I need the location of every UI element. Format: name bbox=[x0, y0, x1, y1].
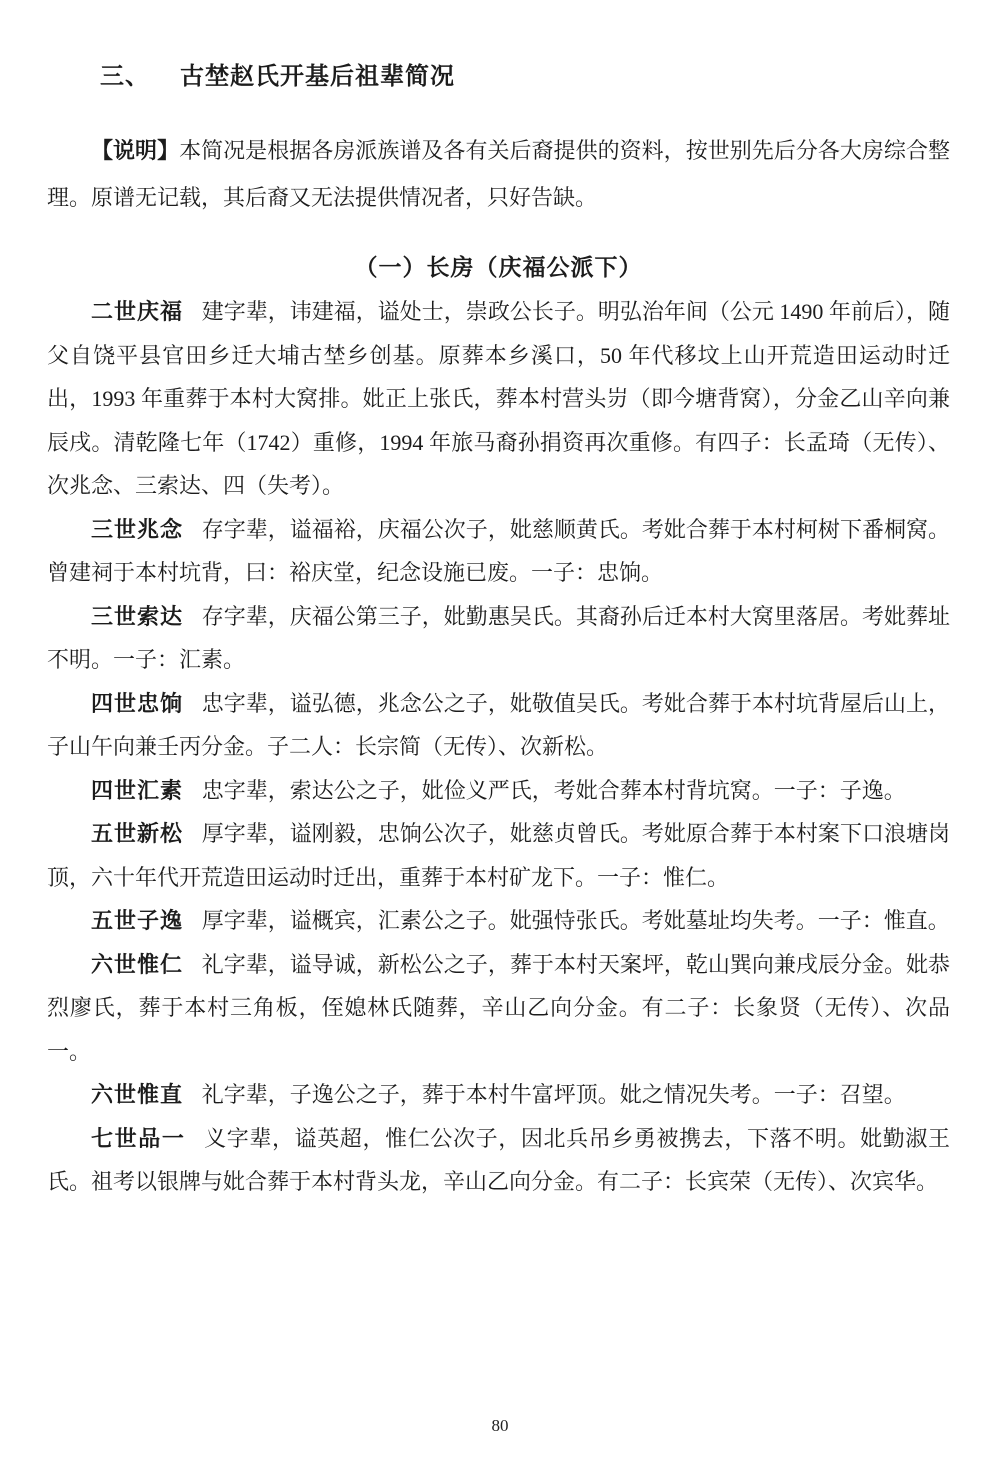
ancestor-name: 七世品一 bbox=[91, 1125, 186, 1151]
ancestor-name: 二世庆福 bbox=[91, 299, 184, 324]
section-heading: （一）长房（庆福公派下） bbox=[354, 255, 643, 280]
ancestor-name: 四世忠饷 bbox=[91, 690, 184, 716]
entry-text: 礼字辈，子逸公之子，葬于本村牛富坪顶。妣之情况失考。一子：召望。 bbox=[201, 1082, 906, 1107]
entry-text: 忠字辈，索达公之子，妣俭义严氏，考妣合葬本村背坑窝。一子：子逸。 bbox=[201, 777, 906, 803]
genealogy-entry bbox=[47, 595, 950, 682]
entry-text: 建字辈，讳建福，谥处士，崇政公长子。明弘治年间（公元 1490 年前后），随父自饶平县官田乡迁大埔古埜乡创基。原葬本乡溪口，50 年代移坟上山开荒造田运动时迁出，1993 年重葬于本村大窝排。妣正上张氏，葬本村营头岃（即今塘背窝），分金乙山辛向兼辰戌。清乾隆七年（1742）重修，1994 年旅马裔孙捐资再次重修。有四子：长孟琦（无传）、次兆念、三索达、四（失考）。 bbox=[47, 299, 950, 498]
ancestor-name: 四世汇素 bbox=[91, 777, 184, 803]
intro-paragraph bbox=[47, 127, 950, 221]
entry-text: 存字辈，庆福公第三子，妣勤惠吴氏。其裔孙后迁本村大窝里落居。考妣葬址不明。一子：汇素。 bbox=[47, 603, 950, 672]
ancestor-name: 六世惟仁 bbox=[91, 951, 184, 977]
genealogy-entry bbox=[47, 769, 950, 813]
genealogy-entry bbox=[47, 682, 950, 769]
page-title bbox=[100, 56, 950, 91]
title-text: 古埜赵氏开基后祖辈简况 bbox=[180, 64, 455, 90]
ancestor-name: 三世索达 bbox=[91, 603, 184, 629]
ancestor-name: 五世子逸 bbox=[91, 908, 184, 933]
title-number: 三、 bbox=[100, 64, 150, 90]
entry-text: 义字辈，谥英超，惟仁公次子，因北兵吊乡勇被携去，下落不明。妣勤淑王氏。祖考以银牌与妣合葬于本村背头龙，辛山乙向分金。有二子：长宾荣（无传）、次宾华。 bbox=[47, 1125, 950, 1194]
genealogy-entry bbox=[47, 1117, 950, 1204]
intro-label: 【说明】 bbox=[91, 138, 180, 163]
genealogy-entry bbox=[47, 508, 950, 595]
genealogy-entry bbox=[47, 290, 950, 508]
entry-text: 忠字辈，谥弘德，兆念公之子，妣敬值吴氏。考妣合葬于本村坑背屋后山上，子山午向兼壬丙分金。子二人：长宗简（无传）、次新松。 bbox=[47, 690, 950, 759]
genealogy-entry bbox=[47, 899, 950, 943]
genealogy-entry bbox=[47, 1073, 950, 1117]
genealogy-entry bbox=[47, 812, 950, 899]
ancestor-name: 六世惟直 bbox=[91, 1082, 184, 1107]
entry-text: 厚字辈，谥刚毅，忠饷公次子，妣慈贞曾氏。考妣原合葬于本村案下口浪塘岗顶，六十年代开荒造田运动时迁出，重葬于本村矿龙下。一子：惟仁。 bbox=[47, 821, 950, 890]
entries bbox=[47, 290, 950, 1204]
entry-text: 厚字辈，谥概宾，汇素公之子。妣强恃张氏。考妣墓址均失考。一子：惟直。 bbox=[201, 908, 950, 933]
page-number: 80 bbox=[491, 1416, 509, 1435]
genealogy-entry bbox=[47, 943, 950, 1074]
ancestor-name: 五世新松 bbox=[91, 821, 184, 846]
ancestor-name: 三世兆念 bbox=[91, 516, 184, 542]
entry-text: 存字辈，谥福裕，庆福公次子，妣慈顺黄氏。考妣合葬于本村柯树下番桐窝。曾建祠于本村坑背，曰：裕庆堂，纪念设施已废。一子：忠饷。 bbox=[47, 516, 950, 585]
intro-text: 本简况是根据各房派族谱及各有关后裔提供的资料，按世别先后分各大房综合整理。原谱无记载，其后裔又无法提供情况者，只好告缺。 bbox=[47, 138, 950, 210]
entry-text: 礼字辈，谥导诚，新松公之子，葬于本村天案坪，乾山巽向兼戌辰分金。妣恭烈廖氏，葬于本村三角板，侄媳林氏随葬，辛山乙向分金。有二子：长象贤（无传）、次品一。 bbox=[47, 951, 950, 1064]
